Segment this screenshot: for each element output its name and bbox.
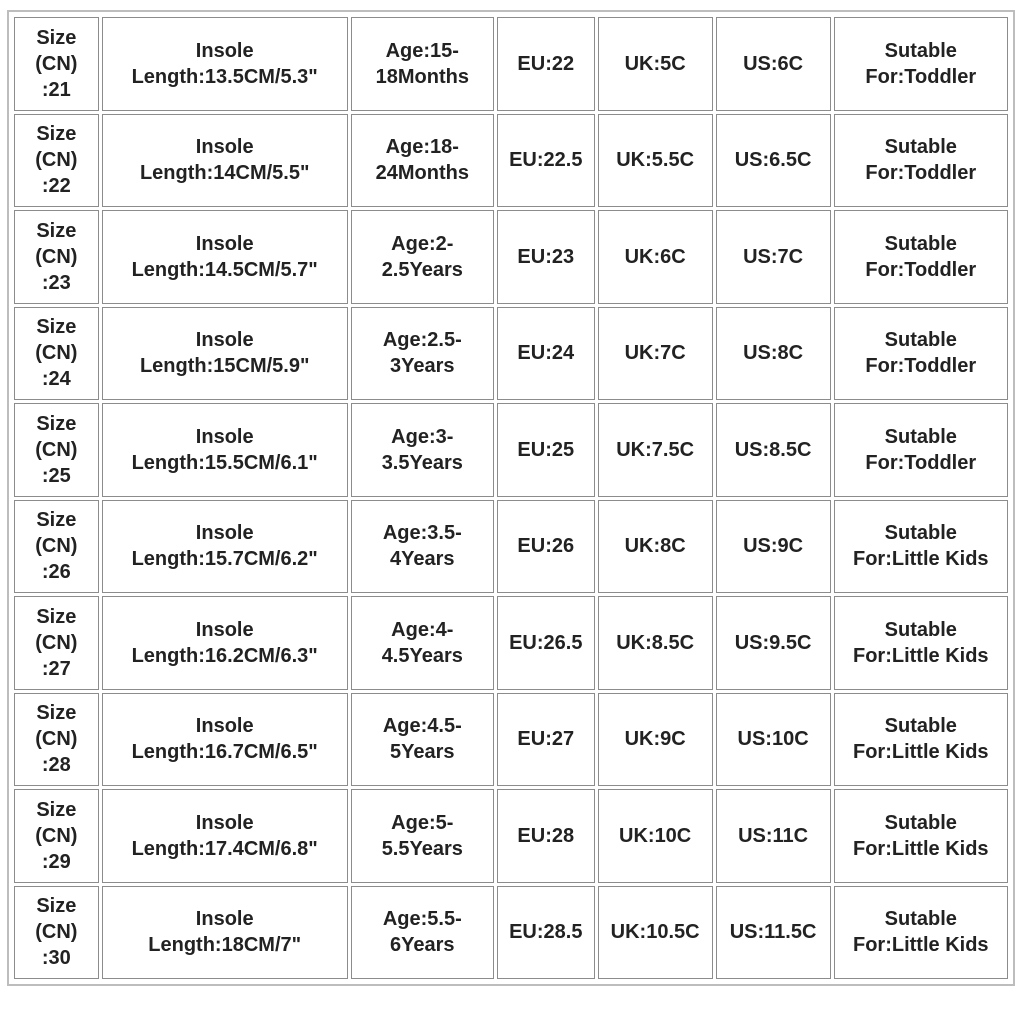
cell-line: Sutable <box>884 618 957 641</box>
cell-line: Length:16.2CM/6.3" <box>131 644 318 667</box>
cn-size-cell <box>14 307 99 401</box>
cell-line: Insole <box>195 329 254 352</box>
cell-line: For:Toddler <box>865 451 977 474</box>
insole-length-cell <box>102 114 348 208</box>
us-size-cell <box>716 114 831 208</box>
cell-line: Age:3.5- <box>382 522 462 545</box>
eu-size-cell <box>497 596 595 690</box>
cell-line: :26 <box>41 561 71 584</box>
cell-line: EU:28.5 <box>509 921 583 944</box>
cell-line: US:11.5C <box>729 921 817 944</box>
eu-size-cell <box>497 500 595 594</box>
suitable-for-cell <box>834 210 1008 304</box>
cell-line: (CN) <box>35 535 78 558</box>
age-range-cell <box>351 114 494 208</box>
cell-line: US:8C <box>743 342 804 365</box>
cell-line: Size <box>36 26 77 49</box>
cell-line: For:Little Kids <box>853 644 989 667</box>
uk-size-cell <box>598 693 713 787</box>
cell-line: Length:13.5CM/5.3" <box>131 65 318 88</box>
eu-size-cell <box>497 17 595 111</box>
cell-line: :25 <box>41 464 71 487</box>
table-row <box>14 210 1008 304</box>
cell-line: For:Little Kids <box>853 837 989 860</box>
cell-line: Age:2- <box>391 232 454 255</box>
cell-line: EU:24 <box>517 342 575 365</box>
cell-line: 3Years <box>390 355 455 378</box>
cell-line: :23 <box>41 271 71 294</box>
us-size-cell <box>716 307 831 401</box>
suitable-for-cell <box>834 403 1008 497</box>
cn-size-cell <box>14 17 99 111</box>
cell-line: Insole <box>195 908 254 931</box>
us-size-cell <box>716 17 831 111</box>
cell-line: Sutable <box>884 136 957 159</box>
cell-line: :24 <box>41 368 71 391</box>
cell-line: EU:27 <box>517 728 575 751</box>
cell-line: Sutable <box>884 908 957 931</box>
uk-size-cell <box>598 210 713 304</box>
us-size-cell <box>716 210 831 304</box>
cell-line: :29 <box>41 850 71 873</box>
eu-size-cell <box>497 307 595 401</box>
cell-line: US:6C <box>743 52 804 75</box>
cell-line: For:Toddler <box>865 355 977 378</box>
cell-line: Length:17.4CM/6.8" <box>131 837 318 860</box>
cn-size-cell <box>14 403 99 497</box>
cell-line: Insole <box>195 232 254 255</box>
cell-line: Age:3- <box>391 425 454 448</box>
cell-line: Size <box>36 895 77 918</box>
table-row <box>14 114 1008 208</box>
cell-line: Insole <box>195 425 254 448</box>
cell-line: (CN) <box>35 728 78 751</box>
cell-line: US:7C <box>743 245 804 268</box>
cell-line: Age:5- <box>391 811 454 834</box>
cell-line: EU:22.5 <box>509 149 583 172</box>
suitable-for-cell <box>834 500 1008 594</box>
cell-line: Insole <box>195 39 254 62</box>
cell-line: Sutable <box>884 329 957 352</box>
age-range-cell <box>351 210 494 304</box>
cell-line: Age:4- <box>391 618 454 641</box>
cell-line: :21 <box>41 78 71 101</box>
suitable-for-cell <box>834 17 1008 111</box>
cell-line: 4.5Years <box>381 644 463 667</box>
cell-line: Age:4.5- <box>382 715 462 738</box>
insole-length-cell <box>102 500 348 594</box>
cell-line: UK:10.5C <box>610 921 700 944</box>
cn-size-cell <box>14 886 99 980</box>
table-row <box>14 596 1008 690</box>
age-range-cell <box>351 789 494 883</box>
cell-line: UK:8.5C <box>616 631 695 654</box>
cn-size-cell <box>14 596 99 690</box>
cell-line: Sutable <box>884 715 957 738</box>
cn-size-cell <box>14 210 99 304</box>
suitable-for-cell <box>834 789 1008 883</box>
cell-line: US:11C <box>738 824 809 847</box>
cell-line: Size <box>36 412 77 435</box>
cell-line: EU:22 <box>517 52 575 75</box>
cell-line: Size <box>36 702 77 725</box>
cell-line: Sutable <box>884 425 957 448</box>
cell-line: (CN) <box>35 245 78 268</box>
size-table-body <box>14 17 1008 979</box>
age-range-cell <box>351 886 494 980</box>
cn-size-cell <box>14 114 99 208</box>
cell-line: :30 <box>41 947 71 970</box>
insole-length-cell <box>102 17 348 111</box>
cell-line: (CN) <box>35 52 78 75</box>
cell-line: For:Little Kids <box>853 548 989 571</box>
cell-line: Insole <box>195 618 254 641</box>
cell-line: (CN) <box>35 824 78 847</box>
eu-size-cell <box>497 210 595 304</box>
table-row <box>14 693 1008 787</box>
cell-line: EU:26.5 <box>509 631 583 654</box>
suitable-for-cell <box>834 886 1008 980</box>
cell-line: UK:9C <box>624 728 686 751</box>
cell-line: EU:25 <box>517 438 575 461</box>
cell-line: Sutable <box>884 811 957 834</box>
us-size-cell <box>716 693 831 787</box>
cell-line: UK:5C <box>624 52 686 75</box>
age-range-cell <box>351 693 494 787</box>
uk-size-cell <box>598 307 713 401</box>
size-table <box>11 14 1011 982</box>
age-range-cell <box>351 307 494 401</box>
insole-length-cell <box>102 403 348 497</box>
cell-line: Size <box>36 509 77 532</box>
cell-line: Length:14CM/5.5" <box>139 162 310 185</box>
cell-line: 24Months <box>375 162 469 185</box>
cell-line: (CN) <box>35 631 78 654</box>
cell-line: US:8.5C <box>734 438 812 461</box>
table-row <box>14 403 1008 497</box>
uk-size-cell <box>598 789 713 883</box>
suitable-for-cell <box>834 693 1008 787</box>
uk-size-cell <box>598 114 713 208</box>
cell-line: For:Toddler <box>865 258 977 281</box>
cell-line: 3.5Years <box>381 451 463 474</box>
cell-line: Insole <box>195 715 254 738</box>
us-size-cell <box>716 403 831 497</box>
cell-line: Insole <box>195 522 254 545</box>
cell-line: Insole <box>195 811 254 834</box>
cell-line: (CN) <box>35 438 78 461</box>
cell-line: Insole <box>195 136 254 159</box>
cell-line: Size <box>36 219 77 242</box>
suitable-for-cell <box>834 114 1008 208</box>
uk-size-cell <box>598 886 713 980</box>
cell-line: EU:26 <box>517 535 575 558</box>
us-size-cell <box>716 596 831 690</box>
cell-line: UK:8C <box>624 535 686 558</box>
cell-line: For:Little Kids <box>853 741 989 764</box>
cell-line: Age:5.5- <box>382 908 462 931</box>
cell-line: :28 <box>41 754 71 777</box>
cell-line: Sutable <box>884 39 957 62</box>
table-row <box>14 500 1008 594</box>
cell-line: (CN) <box>35 342 78 365</box>
cell-line: US:6.5C <box>734 149 812 172</box>
eu-size-cell <box>497 789 595 883</box>
cell-line: Length:14.5CM/5.7" <box>131 258 318 281</box>
insole-length-cell <box>102 789 348 883</box>
cell-line: EU:28 <box>517 824 575 847</box>
eu-size-cell <box>497 886 595 980</box>
cell-line: For:Toddler <box>865 65 977 88</box>
cell-line: Length:15CM/5.9" <box>139 355 310 378</box>
cell-line: UK:6C <box>624 245 686 268</box>
cell-line: 2.5Years <box>381 258 463 281</box>
uk-size-cell <box>598 17 713 111</box>
cell-line: Age:18- <box>385 136 459 159</box>
cell-line: UK:5.5C <box>616 149 695 172</box>
cell-line: Sutable <box>884 522 957 545</box>
cn-size-cell <box>14 500 99 594</box>
cell-line: Size <box>36 798 77 821</box>
age-range-cell <box>351 403 494 497</box>
cell-line: UK:10C <box>619 824 692 847</box>
cell-line: Age:2.5- <box>382 329 462 352</box>
cell-line: Length:18CM/7" <box>148 934 302 957</box>
suitable-for-cell <box>834 307 1008 401</box>
cell-line: 5.5Years <box>381 837 463 860</box>
insole-length-cell <box>102 693 348 787</box>
uk-size-cell <box>598 596 713 690</box>
eu-size-cell <box>497 403 595 497</box>
cell-line: Size <box>36 605 77 628</box>
table-row <box>14 789 1008 883</box>
insole-length-cell <box>102 307 348 401</box>
cell-line: Length:15.7CM/6.2" <box>131 548 318 571</box>
table-row <box>14 886 1008 980</box>
cell-line: US:9.5C <box>734 631 812 654</box>
cell-line: Size <box>36 123 77 146</box>
cell-line: Length:15.5CM/6.1" <box>131 451 318 474</box>
cell-line: UK:7.5C <box>616 438 695 461</box>
cell-line: EU:23 <box>517 245 575 268</box>
cell-line: Age:15- <box>385 39 459 62</box>
suitable-for-cell <box>834 596 1008 690</box>
cell-line: (CN) <box>35 149 78 172</box>
cell-line: Sutable <box>884 232 957 255</box>
cell-line: Size <box>36 316 77 339</box>
us-size-cell <box>716 789 831 883</box>
uk-size-cell <box>598 500 713 594</box>
table-row <box>14 17 1008 111</box>
age-range-cell <box>351 17 494 111</box>
insole-length-cell <box>102 596 348 690</box>
age-range-cell <box>351 596 494 690</box>
cell-line: 5Years <box>390 741 455 764</box>
cell-line: For:Little Kids <box>853 934 989 957</box>
size-chart <box>7 10 1015 986</box>
cn-size-cell <box>14 693 99 787</box>
us-size-cell <box>716 500 831 594</box>
cell-line: US:9C <box>743 535 804 558</box>
cn-size-cell <box>14 789 99 883</box>
cell-line: 6Years <box>390 934 455 957</box>
cell-line: US:10C <box>737 728 809 751</box>
cell-line: (CN) <box>35 921 78 944</box>
uk-size-cell <box>598 403 713 497</box>
cell-line: 18Months <box>375 65 469 88</box>
cell-line: :27 <box>41 657 71 680</box>
cell-line: Length:16.7CM/6.5" <box>131 741 318 764</box>
cell-line: For:Toddler <box>865 162 977 185</box>
eu-size-cell <box>497 693 595 787</box>
cell-line: :22 <box>41 175 71 198</box>
us-size-cell <box>716 886 831 980</box>
table-row <box>14 307 1008 401</box>
cell-line: UK:7C <box>624 342 686 365</box>
age-range-cell <box>351 500 494 594</box>
eu-size-cell <box>497 114 595 208</box>
insole-length-cell <box>102 886 348 980</box>
insole-length-cell <box>102 210 348 304</box>
cell-line: 4Years <box>390 548 455 571</box>
